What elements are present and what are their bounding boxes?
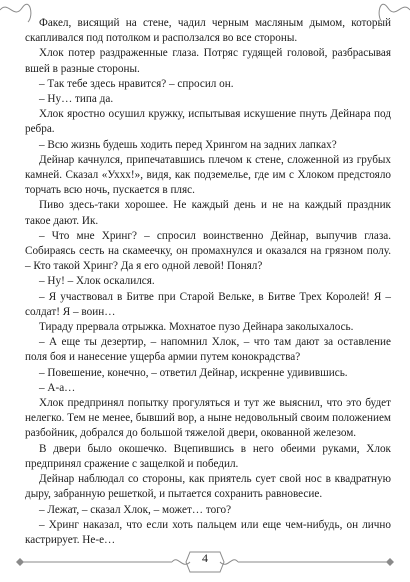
paragraph: – Ну! – Хлок оскалился.: [39, 275, 155, 288]
paragraph: Дейнар наблюдал со стороны, как приятель сует свой нос в квадратную дыру, забранную решеткой, и пытается сохранить равновесие.: [25, 473, 391, 501]
paragraph: – Что мне Хринг? – спросил воинственно Дейнар, выпучив глаза. Собираясь сесть на скамеечку, он промахнулся и оказался на грязном полу. – Кто такой Хринг? Да я его одной левой! Понял?: [25, 229, 391, 273]
paragraph: Хлок предпринял попытку прогуляться и тут же выяснил, что это будет нелегко. Тем не менее, бывший вор, а ныне недовольный своим положением разбойник, добрался до большой тяжелой двери, окованной железом.: [25, 397, 391, 440]
paragraph: Тираду прервала отрыжка. Мохнатое пузо Дейнара заколыхалось.: [39, 321, 354, 334]
paragraph: – Так тебе здесь нравится? – спросил он.: [39, 77, 234, 90]
paragraph: – Я участвовал в Битве при Старой Вельке, в Битве Трех Королей! Я – солдат! Я – воин…: [25, 290, 391, 318]
paragraph: – Всю жизнь будешь ходить перед Хрингом на задних лапках?: [39, 138, 337, 151]
paragraph: Хлок яростно осушил кружку, испытывая искушение пнуть Дейнара под ребра.: [25, 108, 391, 136]
page-number: 4: [202, 551, 208, 565]
paragraph: Дейнар качнулся, припечатавшись плечом к стене, сложенной из грубых камней. Сказал «Уххх!», видя, как подземелье, где им с Хлоком предстояло торчать всю ночь, пускается в пляс.: [25, 153, 391, 197]
paragraph: – А еще ты дезертир, – напомнил Хлок, – что там дают за оставление поля боя и нанесение ущерба армии путем конокрадства?: [25, 336, 391, 364]
paragraph: – Ну… типа да.: [39, 93, 114, 106]
paragraph: – Повешение, конечно, – ответил Дейнар, искренне удивившись.: [39, 366, 348, 379]
chapter-text: [25, 16, 391, 548]
paragraph: В двери было окошечко. Вцепившись в него обеими руками, Хлок предпринял сражение с защелкой и победил.: [25, 442, 391, 470]
paragraph: Хлок потер раздраженные глаза. Потряс гудящей головой, разбрасывая вшей в разные стороны.: [25, 47, 391, 75]
paragraph: Пиво здесь-таки хорошее. Не каждый день и не на каждый праздник такое дают. Ик.: [25, 199, 391, 227]
paragraph: – А-а…: [39, 381, 76, 394]
paragraph: – Хринг наказал, что если хоть пальцем или еще чем-нибудь, он лично кастрирует. Не-е…: [25, 518, 391, 546]
paragraph: Факел, висящий на стене, чадил черным масляным дымом, который скапливался под потолком и расползался во все стороны.: [25, 17, 391, 45]
paragraph: – Лежат, – сказал Хлок, – может… того?: [39, 503, 232, 516]
